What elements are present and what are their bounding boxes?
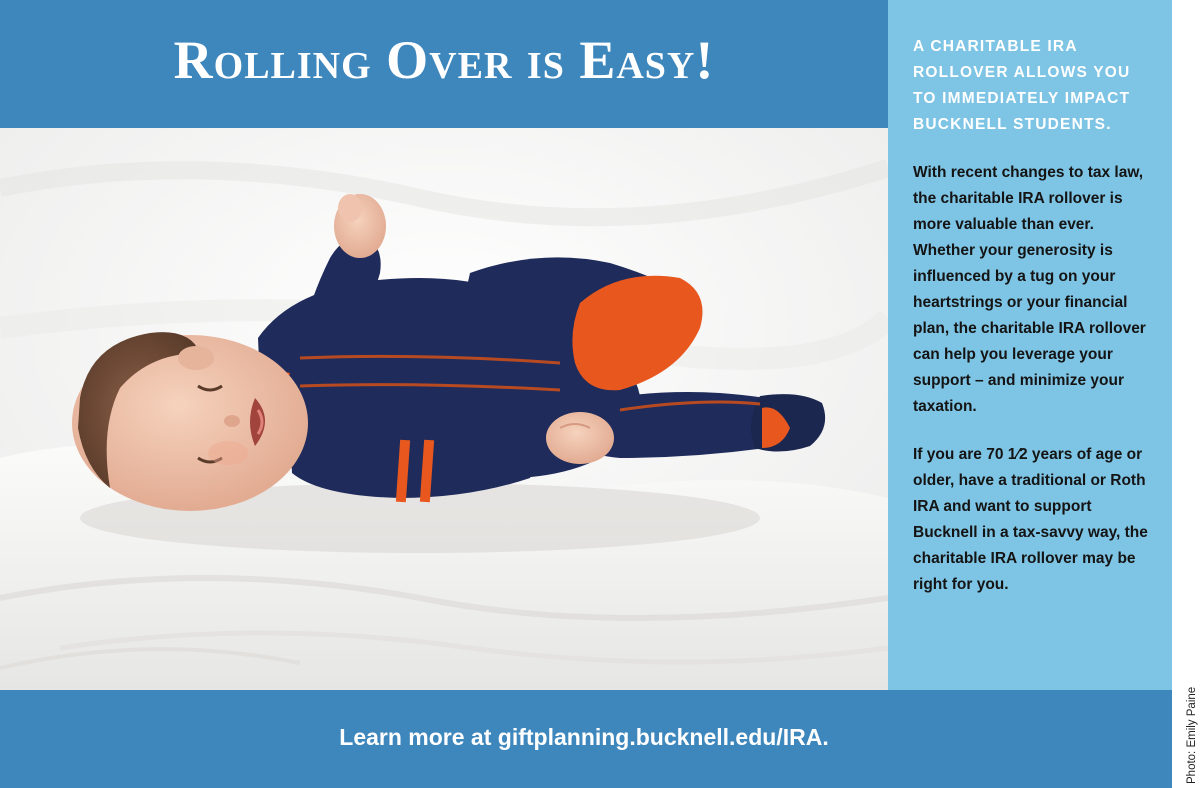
header-band [0,0,888,128]
learn-more-cta[interactable] [0,690,1172,788]
sidebar-lead: A CHARITABLE IRA ROLLOVER ALLOWS YOU TO IMMEDIATELY IMPACT BUCKNELL STUDENTS. [913,38,1131,133]
sidebar-panel [888,0,1172,690]
headline: Rolling Over is Easy! [173,30,715,90]
baby-illustration [0,128,888,690]
lower-hand [546,412,614,464]
photo-credit: Photo: Emily Paine [1186,686,1198,784]
baby-photo [0,128,888,690]
sidebar-paragraph-1: With recent changes to tax law, the charitable IRA rollover is more valuable than ever. Whether your generosity is influenced by a tug on your heartstrings or your financial plan, the charitable IRA rollover can help you leverage your support – and minimize your taxation. [913,164,1146,415]
sidebar-paragraph-2: If you are 70 1⁄2 years of age or older, have a traditional or Roth IRA and want to support Bucknell in a tax-savvy way, the charitable IRA rollover may be right for you. [913,446,1148,593]
credit-strip [1172,0,1200,788]
footer-band [0,690,1172,788]
learn-more-text[interactable]: Learn more at giftplanning.bucknell.edu/IRA. [339,723,829,750]
